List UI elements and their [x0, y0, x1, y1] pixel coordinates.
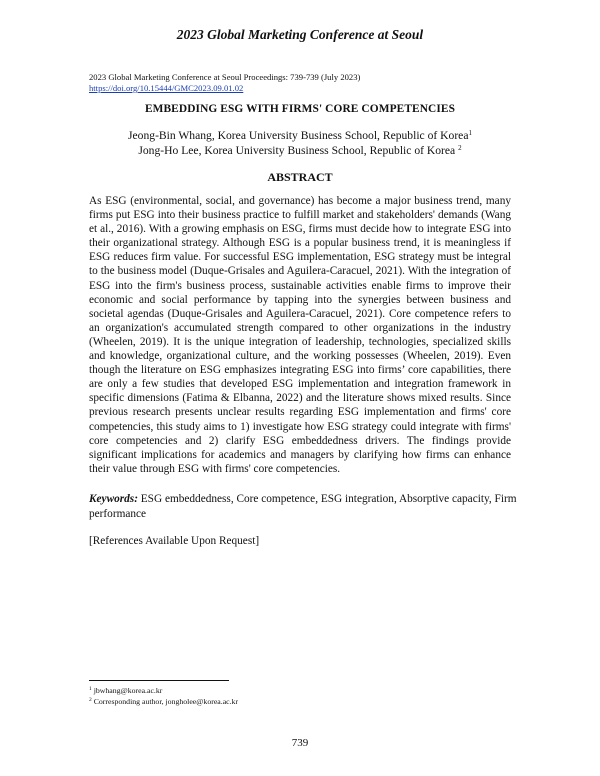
proceedings-citation: 2023 Global Marketing Conference at Seoul Proceedings: 739-739 (July 2023) [89, 72, 361, 82]
footnotes [89, 686, 238, 707]
footnote [89, 686, 238, 697]
abstract-heading: ABSTRACT [267, 170, 333, 184]
references-note: [References Available Upon Request] [89, 535, 260, 547]
footnote-mark: 2 [458, 144, 462, 152]
keywords-text: ESG embeddedness, Core competence, ESG integration, Absorptive capacity, Firm performance [89, 493, 517, 520]
page-number: 739 [291, 737, 309, 749]
author-affiliation: Jeong-Bin Whang, Korea University Business School, Republic of Korea [128, 129, 469, 142]
author-line [0, 128, 600, 143]
author-list [0, 128, 600, 158]
author-line [0, 143, 600, 158]
conference-header: 2023 Global Marketing Conference at Seoul [176, 27, 424, 42]
footnote-mark: 2 [89, 696, 92, 703]
paper-title: EMBEDDING ESG WITH FIRMS' CORE COMPETENCIES [144, 103, 456, 115]
footnote-mark: 1 [89, 686, 92, 692]
proceedings-info [89, 72, 360, 94]
keywords [89, 492, 519, 522]
footnote-divider [89, 680, 229, 681]
footnote-text: Corresponding author, jongholee@korea.ac.kr [93, 696, 239, 706]
author-affiliation: Jong-Ho Lee, Korea University Business School, Republic of Korea [138, 144, 456, 157]
footnote-mark: 1 [468, 129, 472, 137]
keywords-label: Keywords: [89, 493, 138, 505]
footnote [89, 697, 238, 708]
abstract-body: As ESG (environmental, social, and governance) has become a major business trend, many firms put ESG into their business practice to fulfill market and stakeholders' demands (Wang et al., 2016). With a growing emphasis on ESG, firms must decide how to integrate ESG into their organizational strategy. Although ESG is a popular business trend, it is meaningless if ESG reduces firm value. For successful ESG implementation, ESG strategy must be integral to the business model (Duque-Grisales and Aguilera-Caracuel, 2021). With the integration of ESG into the firm's business process, sustainable activities enable firms to improve their economic and social performance by tapping into the synergies between business and societal agendas (Duque-Grisales and Aguilera-Caracuel, 2021). Core competence refers to an organization's accumulated strength compared to other organizations in the industry (Wheelen, 2019). It is the unique integration of leadership, technologies, specialized skills and knowledge, organizational culture, and the working possesses (Wheelen, 2019). Even though the literature on ESG emphasizes integrating ESG into firms’ core capabilities, there are only a few studies that developed ESG implementation and integration framework in specific dimensions (Fatima & Elbanna, 2022) and the literature shows mixed results. Since previous research presents unclear results regarding ESG implementation and firms' core competencies, this study aims to 1) investigate how ESG strategy could integrate with firms' core competencies and 2) clarify ESG embeddedness drivers. The findings provide significant implications for academics and managers by clarifying how firms can enhance their value through ESG with firms' core competencies. [89, 195, 511, 475]
doi-link[interactable]: https://doi.org/10.15444/GMC2023.09.01.02 [89, 83, 244, 93]
footnote-text: jbwhang@korea.ac.kr [93, 686, 163, 695]
